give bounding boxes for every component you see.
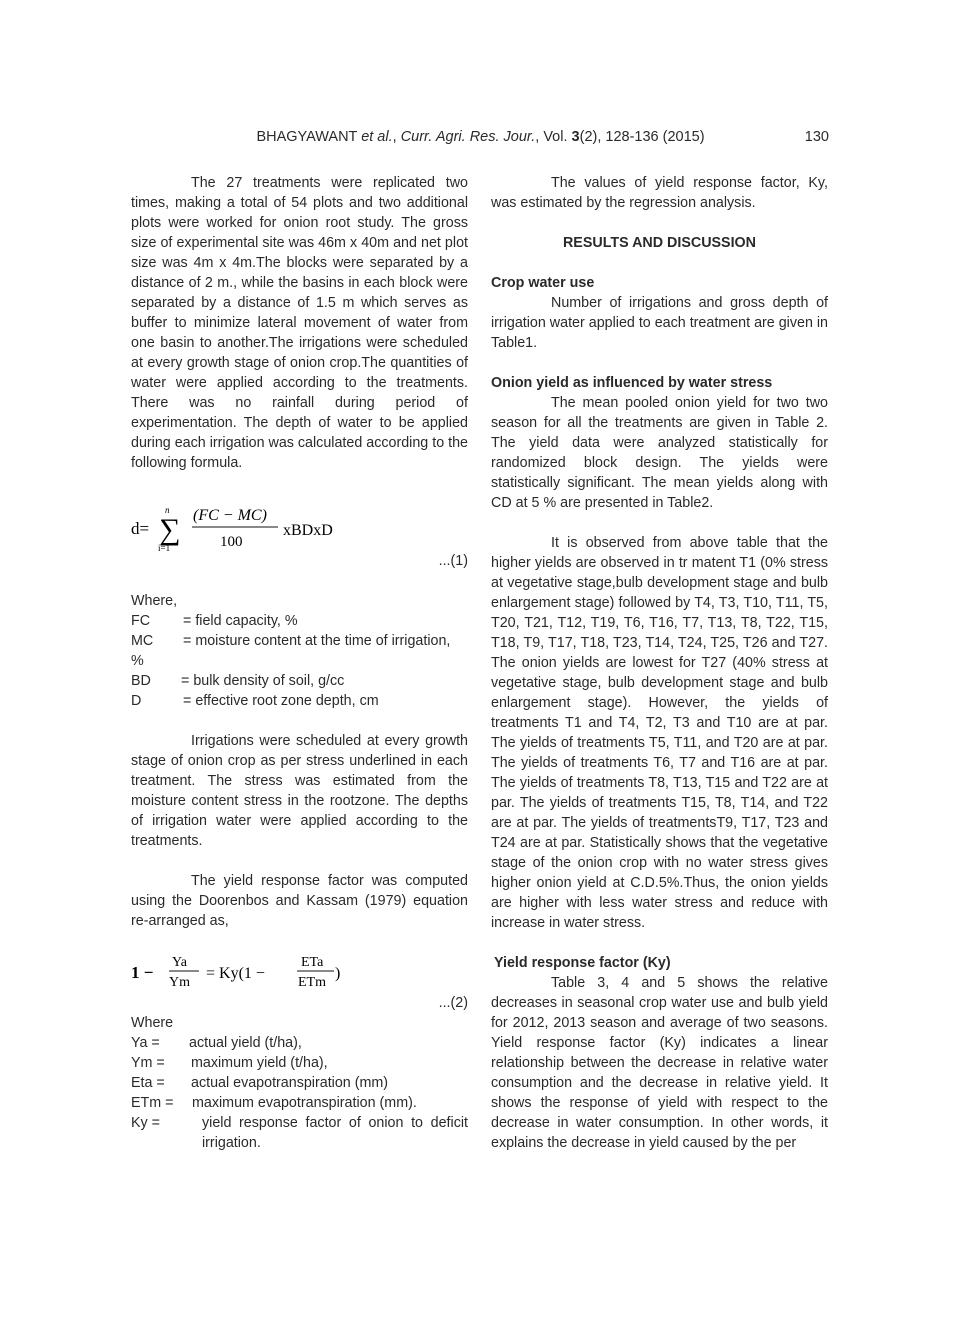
spacer bbox=[131, 931, 468, 951]
def-d bbox=[131, 691, 468, 711]
def-value: actual yield (t/ha), bbox=[189, 1035, 302, 1051]
def-key: MC bbox=[131, 633, 154, 649]
paragraph-onion-yield: The mean pooled onion yield for two two season for all the treatments are given in Table 2. The yield data were analyzed statistically for randomized block design. The yields were statistically significant. The mean yields along with CD at 5 % are presented in Table2. bbox=[491, 395, 828, 511]
spacer bbox=[131, 571, 468, 591]
subheading-onion-yield: Onion yield as influenced by water stress bbox=[491, 375, 773, 391]
where-label-2: Where bbox=[131, 1015, 174, 1031]
eq1-sigma: ∑ bbox=[159, 513, 181, 546]
def-etm bbox=[131, 1093, 468, 1113]
def-ya bbox=[131, 1033, 468, 1053]
spacer bbox=[491, 213, 828, 233]
eq1-tail: xBDxD bbox=[283, 522, 333, 539]
eq1-denominator: 100 bbox=[220, 534, 243, 550]
running-header bbox=[132, 129, 829, 151]
section-heading-results: RESULTS AND DISCUSSION bbox=[562, 235, 757, 251]
def-value: maximum evapotranspiration (mm). bbox=[192, 1095, 417, 1111]
spacer bbox=[491, 513, 828, 533]
def-value: = field capacity, % bbox=[183, 613, 298, 629]
def-value: yield response factor of onion to deficit irrigation. bbox=[202, 1115, 468, 1151]
paragraph-yield-response: The yield response factor was computed using the Doorenbos and Kassam (1979) equation re-arranged as, bbox=[131, 873, 468, 929]
right-column bbox=[491, 173, 828, 1153]
equation-1-graphic bbox=[131, 499, 468, 559]
def-value: actual evapotranspiration (mm) bbox=[191, 1075, 389, 1091]
def-key: BD bbox=[131, 673, 151, 689]
left-column bbox=[131, 173, 468, 1153]
def-mc bbox=[131, 631, 468, 651]
eq2-one: 1 − bbox=[131, 963, 154, 982]
eq1-numerator: (FC − MC) bbox=[193, 507, 267, 524]
subheading-crop-water-use: Crop water use bbox=[491, 275, 595, 291]
equation-1 bbox=[131, 499, 468, 559]
def-value: maximum yield (t/ha), bbox=[191, 1055, 328, 1071]
where-label-1: Where, bbox=[131, 593, 178, 609]
def-key: D bbox=[131, 693, 142, 709]
spacer bbox=[491, 933, 828, 953]
eq2-ya: Ya bbox=[172, 955, 187, 970]
eq2-number: ...(2) bbox=[438, 995, 468, 1011]
journal-name: Curr. Agri. Res. Jour. bbox=[400, 129, 536, 145]
spacer bbox=[131, 851, 468, 871]
et-al: et al. bbox=[361, 129, 393, 145]
subheading-yield-response-factor: Yield response factor (Ky) bbox=[494, 955, 671, 971]
def-fc bbox=[131, 611, 468, 631]
def-key: Ky = bbox=[131, 1115, 161, 1131]
eq1-upper-limit: n bbox=[165, 505, 170, 515]
equation-2 bbox=[131, 951, 468, 993]
citation: BHAGYAWANT et al., Curr. Agri. Res. Jour., Vol. 3(2), 128-136 (2015) bbox=[256, 129, 705, 145]
def-value: = moisture content at the time of irrigation, bbox=[183, 633, 451, 649]
eq2-close: ) bbox=[335, 965, 341, 982]
def-key: Eta = bbox=[131, 1075, 165, 1091]
paragraph-irrigation-schedule: Irrigations were scheduled at every growth stage of onion crop as per stress underlined in each treatment. The stress was estimated from the moisture content stress in the rootzone. The depths of irrigation water were applied according to the treatments. bbox=[131, 733, 468, 849]
spacer bbox=[131, 473, 468, 499]
def-key: ETm = bbox=[131, 1095, 174, 1111]
def-ym bbox=[131, 1053, 468, 1073]
eq1-number: ...(1) bbox=[438, 553, 468, 569]
eq2-mid: = Ky(1 − bbox=[206, 965, 265, 982]
eq2-eta: ETa bbox=[301, 955, 324, 970]
equation-2-graphic bbox=[131, 951, 468, 993]
def-bd bbox=[131, 671, 468, 691]
eq2-ym: Ym bbox=[169, 975, 190, 990]
issue-pages: (2), 128-136 (2015) bbox=[579, 129, 705, 145]
page-number: 130 bbox=[804, 129, 829, 145]
paragraph-observations: It is observed from above table that the higher yields are observed in tr matent T1 (0% stress at vegetative stage,bulb development stage and bulb enlargement stage) followed by T4, T3, T10, T11, T5, T20, T21, T12, T19, T6, T16, T7, T13, T8, T22, T15, T18, T9, T17, T18, T23, T14, T24, T25, T26 and T27. The onion yields are lowest for T27 (40% stress at vegetative stage, bulb development stage and bulb enlargement stage). However, the yields of treatments T1 and T4, T2, T3 and T10 are at par. The yields of treatments T5, T11, and T20 are at par. The yields of treatments T6, T7 and T16 are at par. The yields of treatments T8, T13, T15 and T22 are at par. The yields of treatments T15, T8, T14, and T22 are at par. The yields of treatmentsT9, T17, T23 and T24 are at par. Statistically shows that the vegetative stage of the onion crop with no water stress gives higher onion yield at C.D.5%.Thus, the onion yields are higher with less water stress and reduce with increase in water stress. bbox=[491, 535, 828, 931]
def-key: FC bbox=[131, 613, 151, 629]
def-mc-unit: % bbox=[131, 653, 144, 669]
def-key: Ym = bbox=[131, 1055, 165, 1071]
paragraph-regression: The values of yield response factor, Ky, was estimated by the regression analysis. bbox=[491, 175, 828, 211]
eq1-lower-limit: i=1 bbox=[158, 543, 171, 553]
eq2-etm: ETm bbox=[298, 975, 326, 990]
def-eta bbox=[131, 1073, 468, 1093]
paragraph-yield-response-factor: Table 3, 4 and 5 shows the relative decreases in seasonal crop water use and bulb yield for 2012, 2013 season and average of two seasons. Yield response factor (Ky) indicates a linear relationship between the decrease in relative water consumption and the decrease in relative yield. It shows the response of yield with respect to the decrease in water consumption. In other words, it explains the decrease in yield caused by the per bbox=[491, 975, 828, 1151]
def-ky bbox=[131, 1113, 468, 1153]
spacer bbox=[491, 253, 828, 273]
eq1-lhs: d= bbox=[131, 519, 150, 538]
authors: BHAGYAWANT bbox=[256, 129, 358, 145]
paragraph-treatments: The 27 treatments were replicated two times, making a total of 54 plots and two additional plots were worked for onion root study. The gross size of experimental site was 46m x 40m and net plot size was 4m x 4m.The blocks were separated by a distance of 2 m., while the basins in each block were separated by a distance of 1.5 m which serves as buffer to minimize lateral movement of water from one basin to another.The irrigations were scheduled at every growth stage of onion crop.The quantities of water were applied according to the treatments. There was no rainfall during period of experimentation. The depth of water to be applied during each irrigation was calculated according to the following formula. bbox=[131, 175, 468, 471]
volume-label: Vol. bbox=[543, 129, 568, 145]
spacer bbox=[131, 711, 468, 731]
def-key: Ya = bbox=[131, 1035, 160, 1051]
spacer bbox=[491, 353, 828, 373]
def-value: = bulk density of soil, g/cc bbox=[181, 673, 345, 689]
def-value: = effective root zone depth, cm bbox=[183, 693, 379, 709]
paragraph-crop-water-use: Number of irrigations and gross depth of irrigation water applied to each treatment are given in Table1. bbox=[491, 295, 828, 351]
volume-number: 3 bbox=[571, 129, 580, 145]
